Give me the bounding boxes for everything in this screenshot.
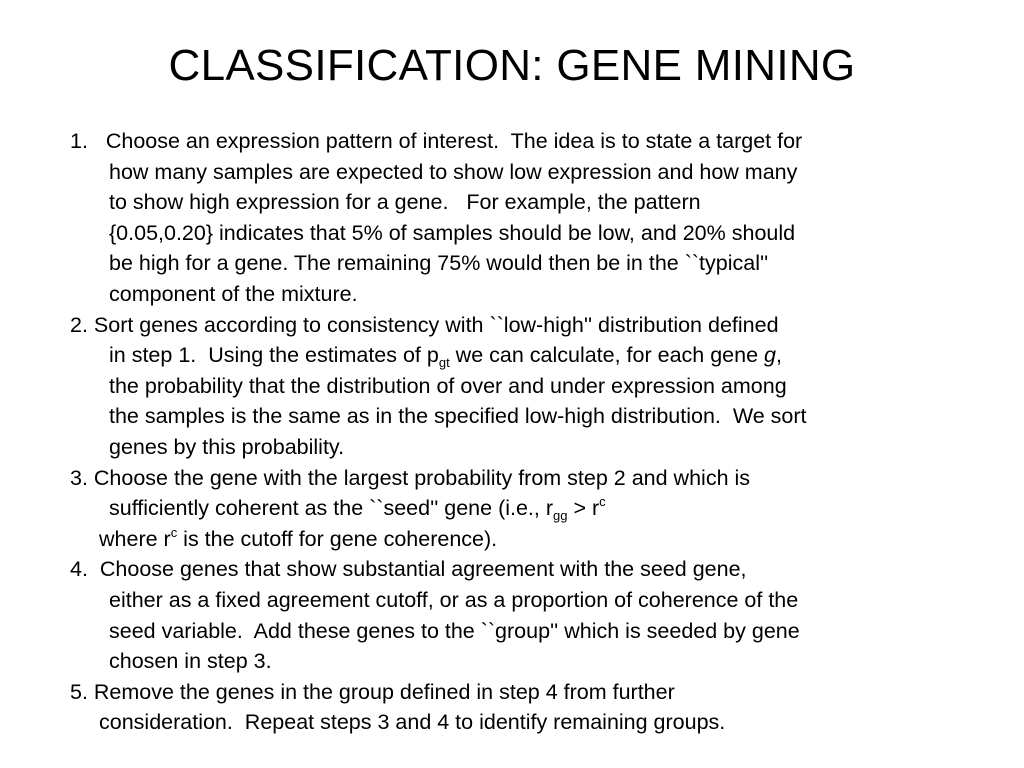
steps-list [70, 126, 960, 738]
step-4-line: 4. Choose genes that show substantial agreement with the seed gene, [70, 557, 747, 582]
step-3-text: where r [99, 526, 171, 551]
step-3-line [70, 524, 960, 555]
superscript-c: c [599, 494, 606, 510]
step-1-line: component of the mixture. [109, 281, 358, 306]
step-3-text: > r [567, 496, 600, 521]
step-1 [70, 126, 960, 310]
step-4-line: either as a fixed agreement cutoff, or as a proportion of coherence of the [109, 587, 799, 612]
step-3-text: is the cutoff for gene coherence). [177, 526, 498, 551]
step-2-text: in step 1. Using the estimates of p [109, 343, 439, 368]
superscript-c: c [170, 524, 178, 540]
step-4-line: seed variable. Add these genes to the ``group'' which is seeded by gene [109, 618, 800, 643]
step-2-line [70, 340, 960, 371]
step-5 [70, 677, 960, 738]
step-3 [70, 463, 960, 555]
step-1-line: be high for a gene. The remaining 75% would then be in the ``typical'' [109, 251, 769, 276]
variable-g: g [764, 343, 776, 368]
step-4-line: chosen in step 3. [109, 649, 272, 674]
step-2-line: genes by this probability. [109, 434, 345, 459]
step-1-line: how many samples are expected to show low expression and how many [109, 159, 798, 184]
step-2-text: , [776, 343, 782, 368]
step-2-line: the probability that the distribution of over and under expression among [109, 373, 787, 398]
subscript-gt: gt [438, 355, 450, 371]
step-4 [70, 554, 960, 676]
step-1-line: 1. Choose an expression pattern of interest. The idea is to state a target for [70, 129, 803, 153]
step-3-line: 3. Choose the gene with the largest probability from step 2 and which is [70, 465, 751, 490]
subscript-gg: gg [553, 508, 568, 524]
step-2 [70, 310, 960, 463]
step-5-line: consideration. Repeat steps 3 and 4 to identify remaining groups. [99, 710, 726, 735]
step-5-line: 5. Remove the genes in the group defined in step 4 from further [70, 679, 675, 704]
step-2-line: the samples is the same as in the specified low-high distribution. We sort [109, 404, 807, 429]
step-2-line: 2. Sort genes according to consistency with ``low-high'' distribution defined [70, 312, 779, 337]
step-1-line: {0.05,0.20} indicates that 5% of samples should be low, and 20% should [109, 220, 796, 245]
step-1-line: to show high expression for a gene. For example, the pattern [109, 190, 701, 215]
step-3-line [70, 493, 960, 524]
step-2-text: we can calculate, for each gene [449, 343, 765, 368]
slide-title: CLASSIFICATION: GENE MINING [168, 41, 856, 90]
step-3-text: sufficiently coherent as the ``seed'' gene (i.e., r [109, 496, 554, 521]
